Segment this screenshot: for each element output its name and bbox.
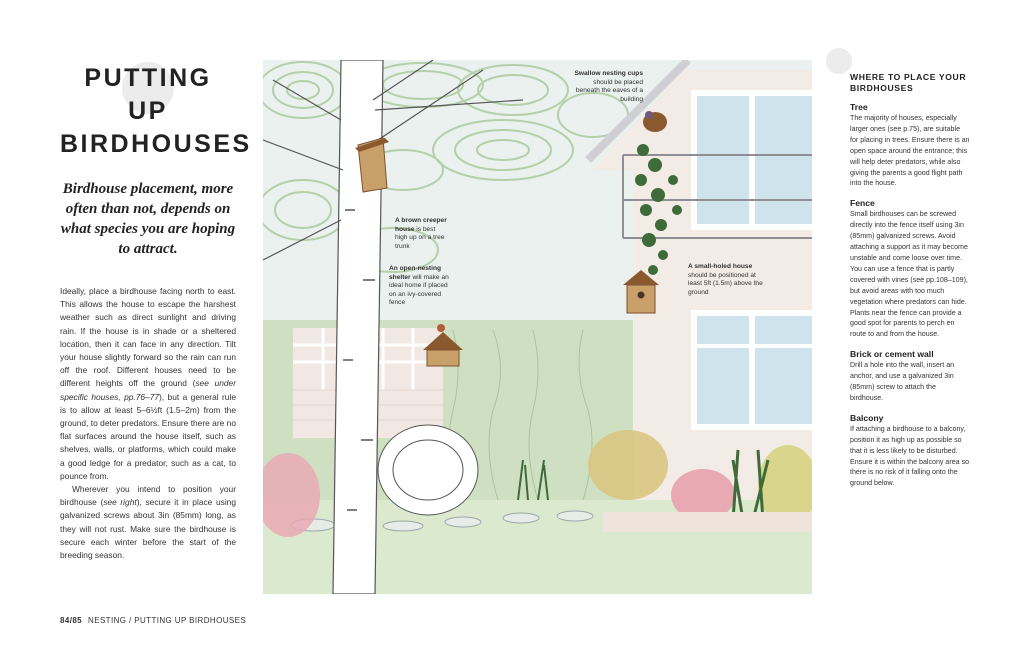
section-body-wall: Drill a hole into the wall, insert an anchor, and use a galvanized 3in (85mm) screw to attach the birdhouse. [850,361,955,402]
left-column [60,62,252,562]
section-title-tree: Tree [850,102,868,112]
intro-p2-reference: see right [103,497,137,508]
section-title-balcony: Balcony [850,412,884,423]
garden-scene [263,60,812,594]
callout-creeper [395,217,447,251]
section-body-balcony: If attaching a birdhouse to a balcony, position it as high up as possible so that it is less likely to be disturbed. Ensure it is within the balcony area so there is no risk of it falling onto the ground below. [850,424,970,488]
intro-paragraph-1 [60,285,236,483]
callout-creeper-text: is best high up on a tree trunk [395,225,445,250]
intro-p1-reference: see under specific houses, pp.76–77 [60,378,236,402]
section-title-fence: Fence [850,198,875,209]
callout-swallow-bold: Swallow nesting cups [574,70,643,77]
intro-p2-part-b: ), secure it in place using galvanized screws about 3in (85mm) long, as they will not rust. Make sure the birdhouse is secure each winter before the start of the breeding season. [60,497,237,561]
garden-illustration [263,60,812,594]
callout-open-nesting [389,265,449,308]
callout-small-text: should be positioned at least 5ft (1.5m) above the ground [688,271,763,296]
intro-paragraph-2 [60,483,236,562]
callout-small-bold: A small-holed house [688,263,753,270]
intro-p2-part-a: Wherever you intend to position your birdhouse ( [60,484,236,508]
callout-swallow [573,70,643,104]
sidebar-heading: WHERE TO PLACE YOUR BIRDHOUSES [850,72,967,93]
page-title-line-2: BIRDHOUSES [60,130,252,158]
page-title [60,62,252,161]
callout-creeper-bold: A brown creeper house [395,217,447,233]
intro-text [60,285,236,562]
footer-section: NESTING / PUTTING UP BIRDHOUSES [88,616,247,625]
callout-small-holed [688,263,768,297]
page-subtitle: Birdhouse placement, more often than not, depends on what species you are hoping to attract. [60,181,236,257]
section-body-fence: Small birdhouses can be screwed directly into the fence itself using 3in (85mm) galvanized screws. Avoid attaching a support as it may become unstable and come loose over time. You can use a fence that is partly covered with vines (see pp.108–109), but avoid areas with too much vegetation where predators can hide. Plants near the fence can provide a good spot for parents to perch en route to and from the house. [850,210,968,339]
callout-open-bold: An open-nesting shelter [389,265,442,281]
intro-p1-part-a: Ideally, place a birdhouse facing north to east. This allows the house to escape the harshest weather such as direct sunlight and driving rain. If the house is in shade or a sheltered location, then it can face in any direction. Tilt your house slightly forward so the rain can run off the roof. Different houses need to be different heights off the ground ( [60,286,236,389]
sidebar [850,72,970,498]
section-body-tree: The majority of houses, especially larger ones (see p.75), are suitable for placing in trees. Ensure there is an open space around the entrance; this will help deter predators, while also giving the parents a good flight path into the house. [850,114,970,188]
intro-p1-part-b: ), but a general rule is to allow at least 5–6½ft (1.5–2m) from the ground, to deter predators. Ensure there are no flat surfaces around the house itself, such as shelves, walls, or platforms, which could make a good ledge for a predator, such as a cat, to pounce from. [60,391,236,481]
page-numbers: 84/85 [60,616,83,625]
callout-swallow-text: should be placed beneath the eaves of a building [575,78,643,103]
decorative-circle-right [826,48,852,74]
page-footer [60,616,246,625]
callout-open-text: will make an ideal home if placed on an ivy-covered fence [389,273,449,307]
section-title-wall: Brick or cement wall [850,349,934,360]
page-title-line-1: PUTTING UP [84,64,212,125]
